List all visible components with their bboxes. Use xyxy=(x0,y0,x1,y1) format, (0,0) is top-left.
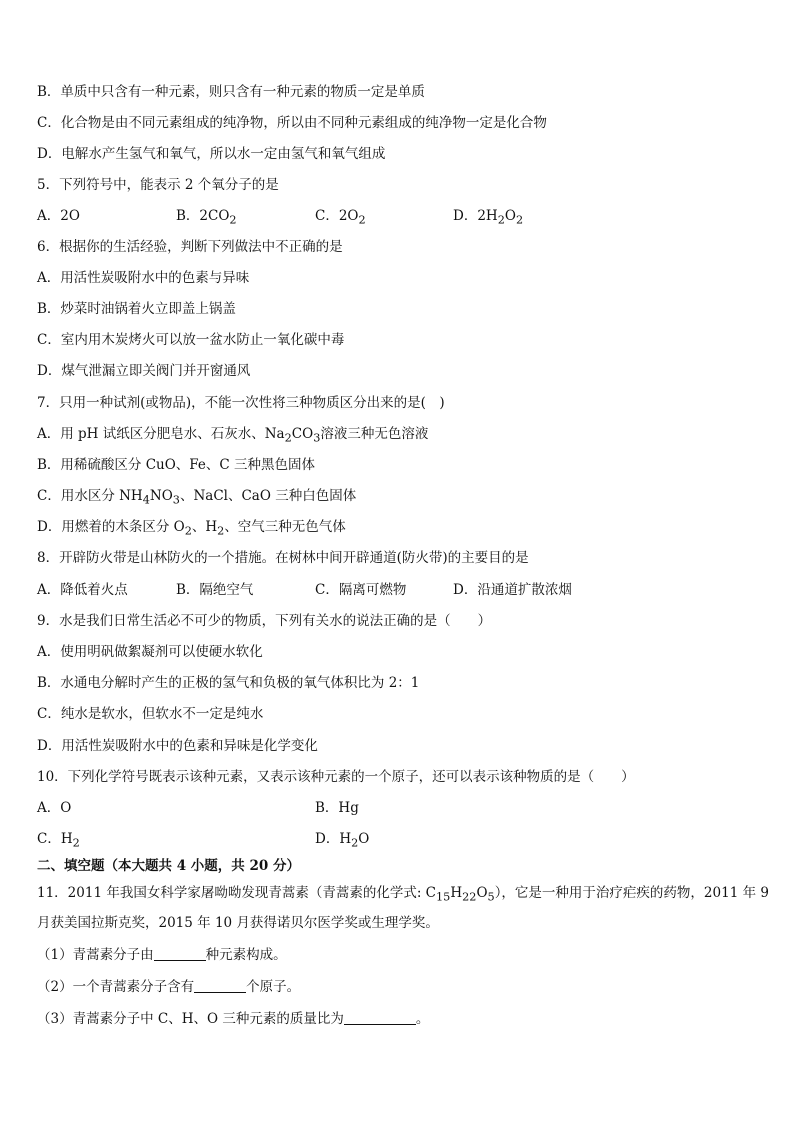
q4-option-d: D．电解水产生氢气和氧气，所以水一定由氢气和氧气组成 xyxy=(37,146,386,162)
q10-option-c: C．$H_2$ xyxy=(37,831,80,850)
q8-option-a: A．降低着火点 xyxy=(37,582,128,598)
answer-blank-2[interactable] xyxy=(194,978,246,993)
q5-stem: 5．下列符号中，能表示 2 个氧分子的是 xyxy=(37,177,279,193)
q11-part-3: （3）青蒿素分子中 C、H、O 三种元素的质量比为 。 xyxy=(37,1011,430,1027)
q8-option-c: C．隔离可燃物 xyxy=(315,582,407,598)
answer-blank-3[interactable] xyxy=(344,1010,416,1025)
q7-option-d: D．用燃着的木条区分 $O_2$、$H_2$、空气三种无色气体 xyxy=(37,519,346,538)
q6-option-a: A．用活性炭吸附水中的色素与异味 xyxy=(37,270,250,286)
q11-part-2: （2）一个青蒿素分子含有 个原子。 xyxy=(37,979,301,995)
q10-option-b: B．Hg xyxy=(315,800,359,816)
q10-option-a: A．O xyxy=(37,800,72,816)
q11-stem-line1: 11．2011 年我国女科学家屠呦呦发现青蒿素（青蒿素的化学式: $C_{15}H_{22}O_5$），它是一种用于治疗疟疾的药物，2011 年 9 xyxy=(37,885,769,904)
q7-option-b: B．用稀硫酸区分 CuO、Fe、C 三种黑色固体 xyxy=(37,457,316,473)
q10-stem: 10．下列化学符号既表示该种元素，又表示该种元素的一个原子，还可以表示该种物质的是（ ） xyxy=(37,769,635,785)
q9-option-a: A．使用明矾做絮凝剂可以使硬水软化 xyxy=(37,644,263,660)
q9-option-b: B．水通电分解时产生的正极的氢气和负极的氧气体积比为 2：1 xyxy=(37,675,420,691)
q9-stem: 9．水是我们日常生活必不可少的物质，下列有关水的说法正确的是（ ） xyxy=(37,613,492,629)
q5-option-d: D．$2H_2O_2$ xyxy=(453,208,524,227)
q9-option-d: D．用活性炭吸附水中的色素和异味是化学变化 xyxy=(37,738,318,754)
section-title-fill-blank: 二、填空题（本大题共 4 小题，共 20 分） xyxy=(37,858,300,874)
q5-option-b: B．$2CO_2$ xyxy=(176,208,237,227)
q7-stem: 7．只用一种试剂(或物品)，不能一次性将三种物质区分出来的是( ) xyxy=(37,395,445,411)
q7-option-c: C．用水区分 $NH_4NO_3$、NaCl、CaO 三种白色固体 xyxy=(37,488,357,507)
q4-option-b: B．单质中只含有一种元素，则只含有一种元素的物质一定是单质 xyxy=(37,84,425,100)
q8-option-d: D．沿通道扩散浓烟 xyxy=(453,582,572,598)
q6-option-c: C．室内用木炭烤火可以放一盆水防止一氧化碳中毒 xyxy=(37,332,345,348)
q11-stem-line2: 月获美国拉斯克奖，2015 年 10 月获得诺贝尔医学奖或生理学奖。 xyxy=(37,915,439,931)
q8-option-b: B．隔绝空气 xyxy=(176,582,254,598)
q11-part-1: （1）青蒿素分子由 种元素构成。 xyxy=(37,947,287,963)
q6-option-d: D．煤气泄漏立即关阀门并开窗通风 xyxy=(37,363,251,379)
q6-stem: 6．根据你的生活经验，判断下列做法中不正确的是 xyxy=(37,239,343,255)
q5-option-c: C．$2O_2$ xyxy=(315,208,366,227)
q5-option-a: A．2O xyxy=(37,208,80,224)
q10-option-d: D．$H_2O$ xyxy=(315,831,370,850)
q8-stem: 8．开辟防火带是山林防火的一个措施。在树林中间开辟通道(防火带)的主要目的是 xyxy=(37,550,529,566)
q9-option-c: C．纯水是软水，但软水不一定是纯水 xyxy=(37,706,264,722)
answer-blank-1[interactable] xyxy=(154,946,206,961)
q6-option-b: B．炒菜时油锅着火立即盖上锅盖 xyxy=(37,301,236,317)
q4-option-c: C．化合物是由不同元素组成的纯净物，所以由不同种元素组成的纯净物一定是化合物 xyxy=(37,115,547,131)
q7-option-a: A．用 pH 试纸区分肥皂水、石灰水、$Na_2CO_3$溶液三种无色溶液 xyxy=(37,426,429,445)
